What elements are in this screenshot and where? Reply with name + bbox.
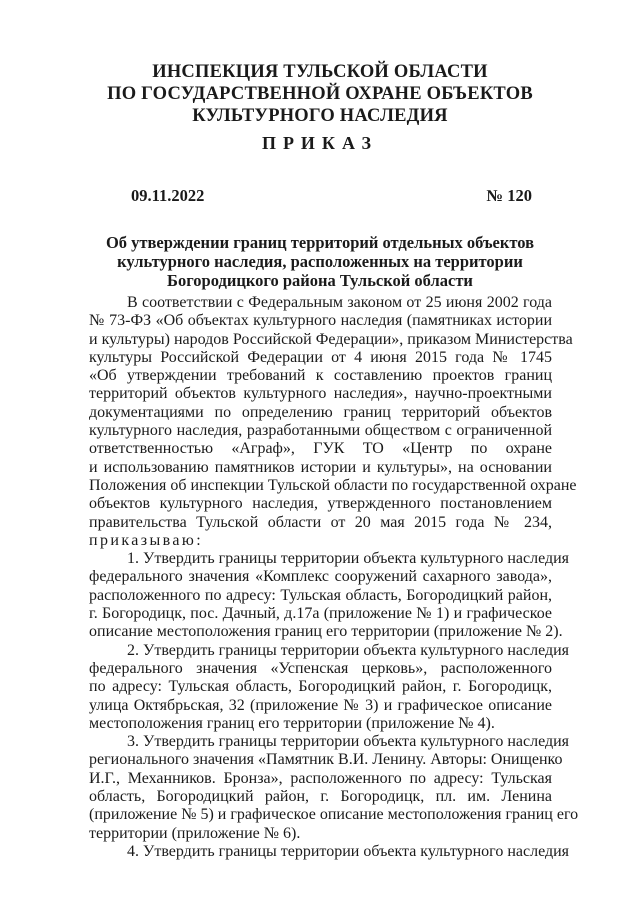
body-line-item-2: 2. Утвердить границы территории объекта культурного наследия xyxy=(127,641,570,659)
body-line: по адресу: Тульская область, Богородицкий район, г. Богородицк, xyxy=(89,678,552,696)
body-line-item-4: 4. Утвердить границы территории объекта культурного наследия xyxy=(127,842,570,860)
body-line: федерального значения «Комплекс сооружений сахарного завода», xyxy=(89,568,552,586)
body-line: расположенного по адресу: Тульская область, Богородицкий район, xyxy=(89,586,552,604)
body-line-decree: приказываю: xyxy=(89,531,204,549)
body-line: улица Октябрьская, 32 (приложение № 3) и графическое описание xyxy=(89,696,552,714)
subject-line-1: Об утверждении границ территорий отдельных объектов xyxy=(105,233,535,252)
body-line: № 73-ФЗ «Об объектах культурного наследия (памятниках истории xyxy=(89,312,552,330)
body-line: территории (приложение № 6). xyxy=(89,824,301,842)
subject-line-3: Богородицкого района Тульской области xyxy=(167,271,473,290)
body-line: г. Богородицк, пос. Дачный, д.17а (приложение № 1) и графическое xyxy=(89,605,552,623)
header-line-3: КУЛЬТУРНОГО НАСЛЕДИЯ xyxy=(192,106,448,126)
body-line: и культуры) народов Российской Федерации», приказом Министерства xyxy=(89,330,573,348)
body-line: область, Богородицкий район, г. Богородицк, пл. им. Ленина xyxy=(89,788,552,806)
document-body xyxy=(89,294,579,861)
body-line: федерального значения «Успенская церковь», расположенного xyxy=(89,659,552,677)
body-line: культурного наследия, разработанными обществом с ограниченной xyxy=(89,422,552,440)
body-line: (приложение № 5) и графическое описание местоположения границ его xyxy=(89,806,579,824)
header-line-1: ИНСПЕКЦИЯ ТУЛЬСКОЙ ОБЛАСТИ xyxy=(152,62,488,82)
body-line: ответственностью «Аграф», ГУК ТО «Центр по охране xyxy=(89,440,552,458)
body-line: Положения об инспекции Тульской области по государственной охране xyxy=(89,476,577,494)
body-line: «Об утверждении требований к составлению проектов границ xyxy=(89,367,552,385)
body-line: объектов культурного наследия, утвержденного постановлением xyxy=(89,495,552,513)
document-number: № 120 xyxy=(486,186,532,205)
issuer-header xyxy=(80,61,560,127)
body-line: В соответствии с Федеральным законом от 25 июня 2002 года xyxy=(127,294,552,311)
body-line: И.Г., Механников. Бронза», расположенного по адресу: Тульская xyxy=(89,769,552,787)
document-subject xyxy=(90,233,550,290)
header-line-2: ПО ГОСУДАРСТВЕННОЙ ОХРАНЕ ОБЪЕКТОВ xyxy=(107,84,533,104)
body-line: правительства Тульской области от 20 мая 2015 года № 234, xyxy=(89,513,552,531)
body-line: и использованию памятников истории и культуры», на основании xyxy=(89,458,552,476)
document-type-title: ПРИКАЗ xyxy=(261,133,379,153)
body-line: местоположения границ его территории (приложение № 4). xyxy=(89,714,495,732)
body-line: регионального значения «Памятник В.И. Ленину. Авторы: Онищенко xyxy=(89,751,563,769)
body-line-item-1: 1. Утвердить границы территории объекта культурного наследия xyxy=(127,550,570,568)
body-line-item-3: 3. Утвердить границы территории объекта культурного наследия xyxy=(127,733,570,751)
body-line: территорий объектов культурного наследия», научно-проектными xyxy=(89,385,552,403)
body-line: документациями по определению границ территорий объектов xyxy=(89,403,552,421)
document-date: 09.11.2022 xyxy=(131,186,205,205)
body-line: культуры Российской Федерации от 4 июня 2015 года № 1745 xyxy=(89,348,552,366)
body-line: описание местоположения границ его территории (приложение № 2). xyxy=(89,623,563,641)
subject-line-2: культурного наследия, расположенных на территории xyxy=(117,252,523,271)
